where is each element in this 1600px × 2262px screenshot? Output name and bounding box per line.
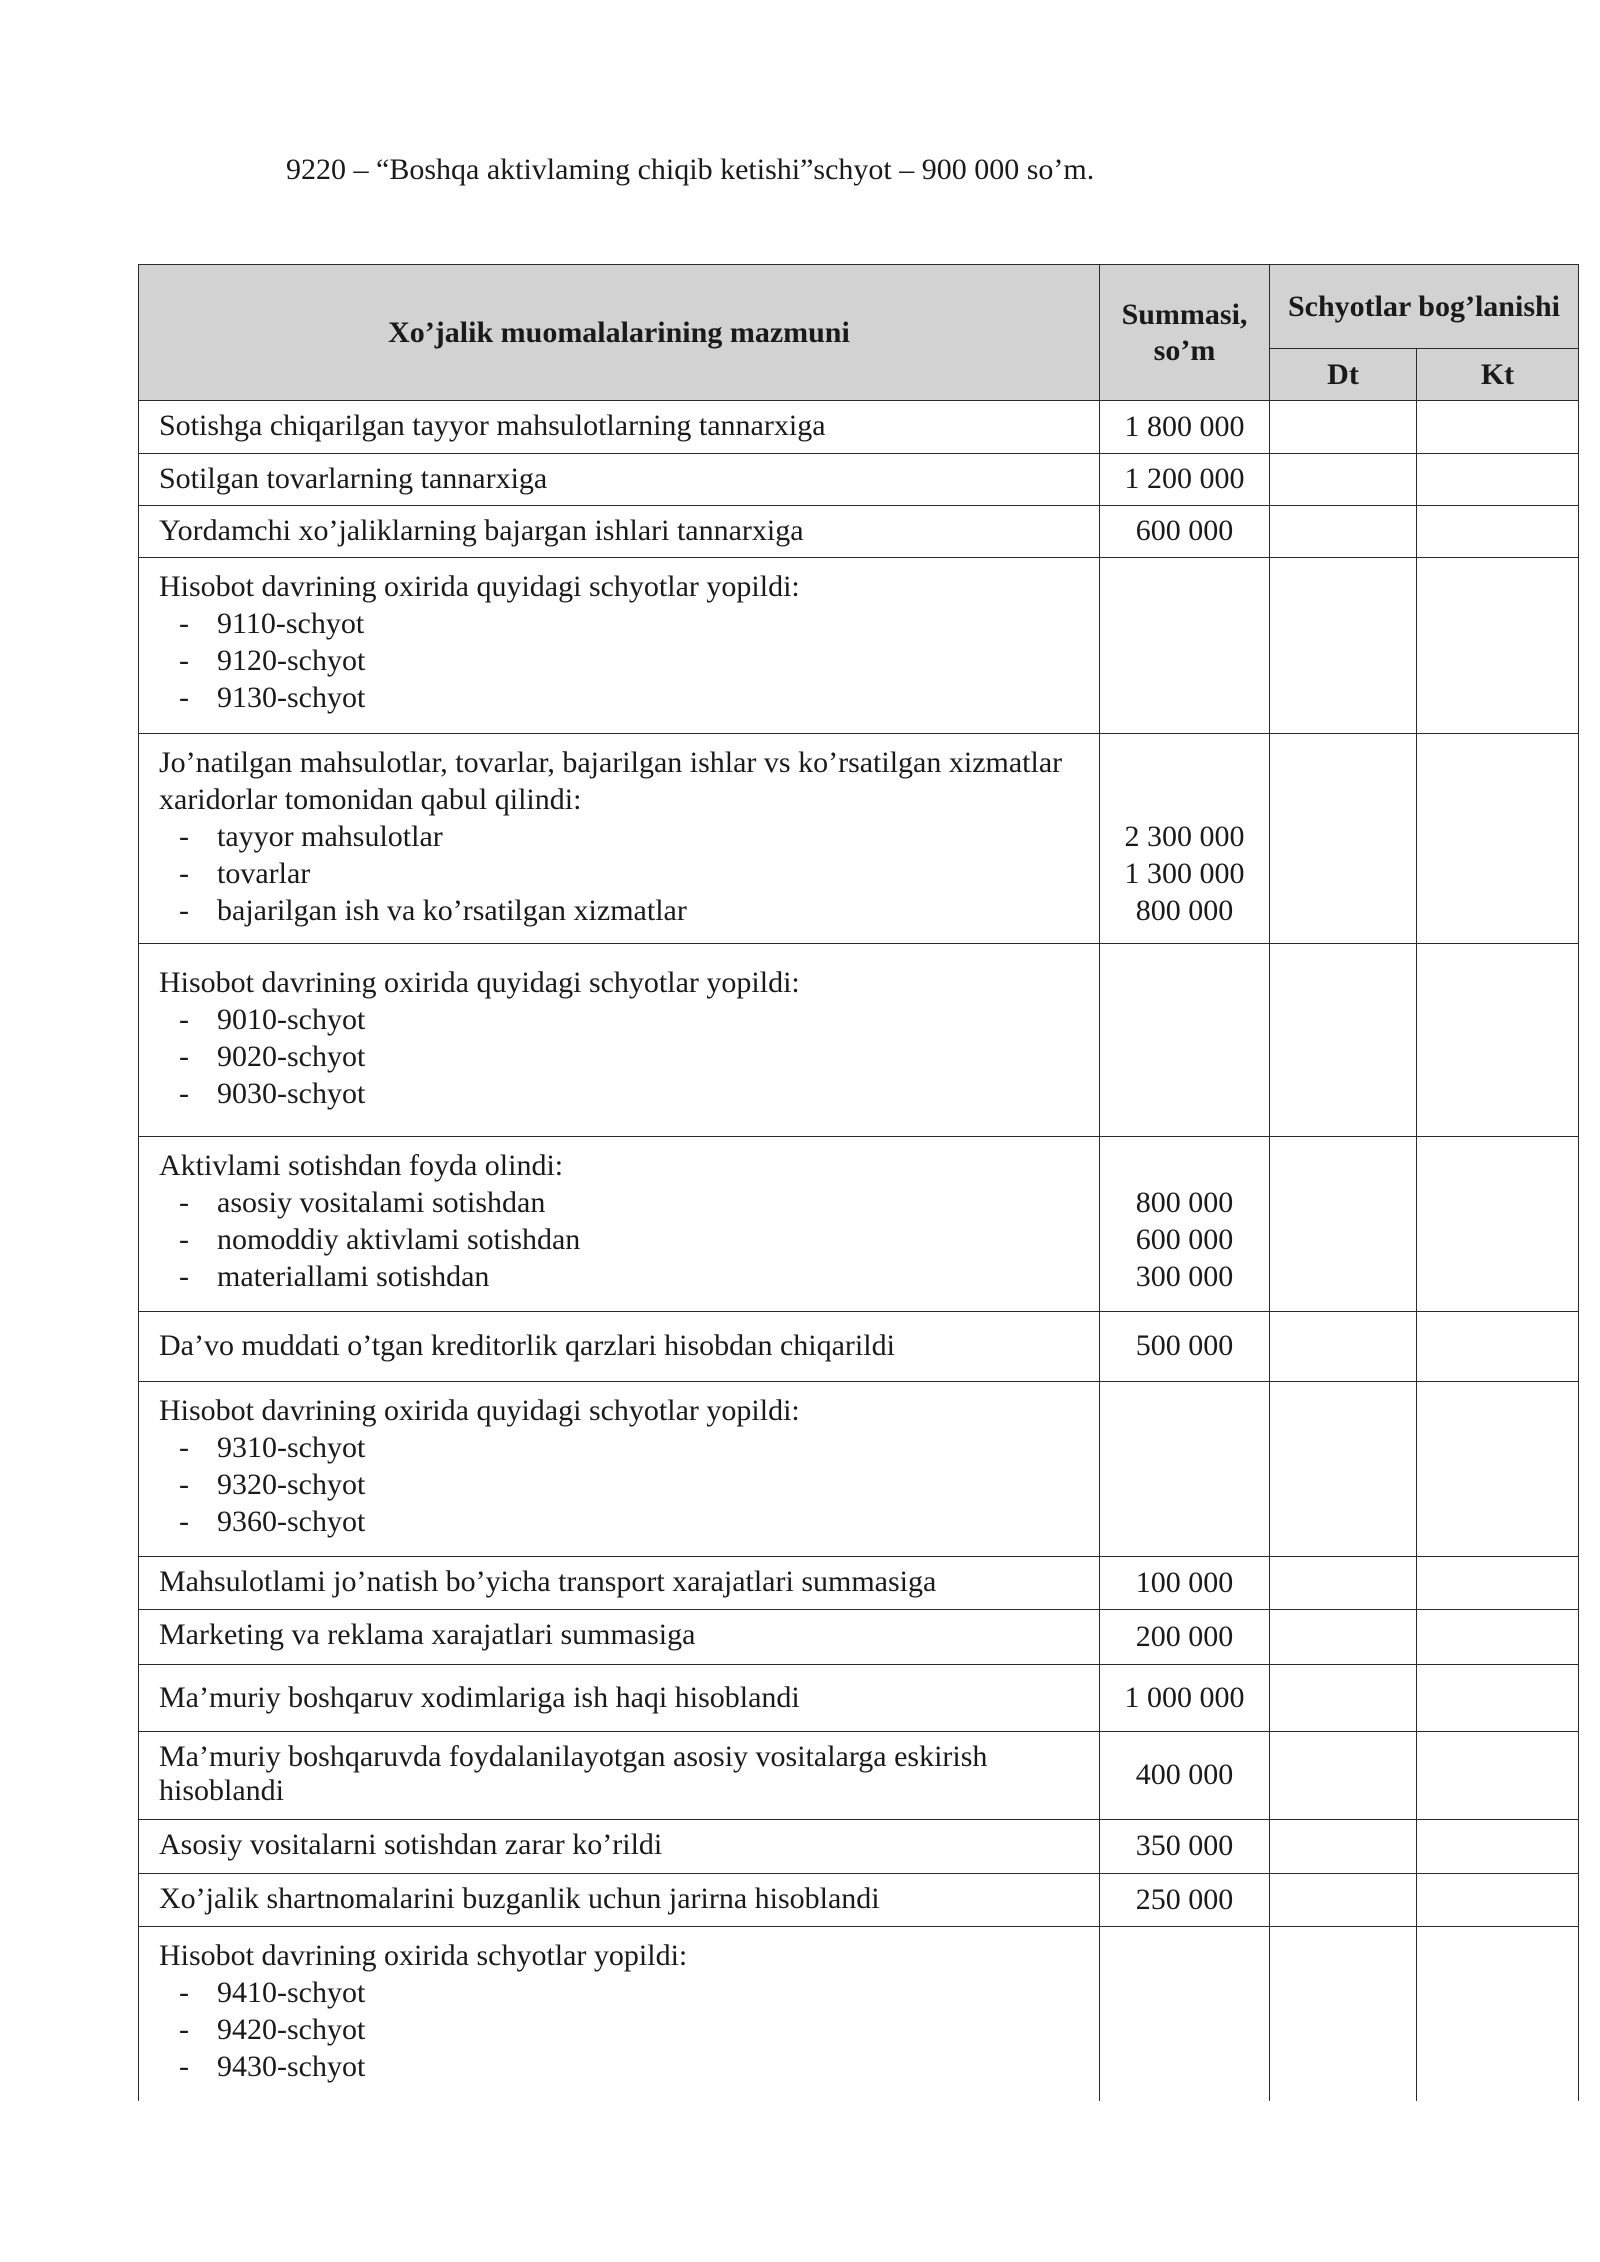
kt-cell — [1417, 734, 1579, 944]
kt-cell — [1417, 1610, 1579, 1665]
table-row — [139, 1312, 1579, 1382]
intro-line: 9220 – “Boshqa aktivlaming chiqib ketishi”schyot – 900 000 so’m. — [286, 153, 1095, 186]
header-amount: Summasi, so’m — [1100, 265, 1270, 401]
row-text-cell — [139, 1137, 1100, 1312]
list-item: - 9430-schyot — [179, 2050, 366, 2083]
row-text: Hisobot davrining oxirida quyidagi schyotlar yopildi: — [159, 570, 800, 603]
table-row — [139, 454, 1579, 506]
table-row — [139, 1665, 1579, 1732]
list-item: - 9310-schyot — [179, 1431, 366, 1464]
row-text: Asosiy vositalarni sotishdan zarar ko’rildi — [139, 1820, 1100, 1874]
row-amount: 800 000 — [1135, 1186, 1234, 1219]
row-amount: 500 000 — [1100, 1312, 1270, 1382]
list-item-label: 9120-schyot — [217, 644, 366, 677]
list-item: - asosiy vositalami sotishdan — [179, 1186, 546, 1219]
row-amount: 350 000 — [1100, 1820, 1270, 1874]
list-item-label: nomoddiy aktivlami sotishdan — [217, 1223, 581, 1256]
dt-cell — [1270, 1382, 1417, 1557]
kt-cell — [1417, 1382, 1579, 1557]
amount-cell — [1100, 1927, 1270, 2101]
dt-cell — [1270, 1137, 1417, 1312]
header-accounts: Schyotlar bog’lanishi — [1270, 265, 1579, 349]
list-item-label: materiallami sotishdan — [217, 1260, 490, 1293]
list-item-label: 9420-schyot — [217, 2013, 366, 2046]
list-item-label: 9410-schyot — [217, 1976, 366, 2009]
list-item: - 9010-schyot — [179, 1003, 366, 1036]
dt-cell — [1270, 1665, 1417, 1732]
list-item: - 9420-schyot — [179, 2013, 366, 2046]
table-row — [139, 734, 1579, 944]
row-text: Aktivlami sotishdan foyda olindi: — [159, 1149, 564, 1182]
row-text: Jo’natilgan mahsulotlar, tovarlar, bajarilgan ishlar vs ko’rsatilgan xizmatlar xaridorlar tomonidan qabul qilindi: — [159, 746, 1063, 816]
list-item: - 9120-schyot — [179, 644, 366, 677]
list-item: - materiallami sotishdan — [179, 1260, 490, 1293]
row-text: Xo’jalik shartnomalarini buzganlik uchun jarirna hisoblandi — [139, 1874, 1100, 1927]
list-item-label: 9110-schyot — [217, 607, 365, 640]
dt-cell — [1270, 506, 1417, 558]
row-amount: 100 000 — [1100, 1557, 1270, 1610]
kt-cell — [1417, 454, 1579, 506]
kt-cell — [1417, 1927, 1579, 2101]
list-item: - bajarilgan ish va ko’rsatilgan xizmatlar — [179, 894, 687, 927]
row-text: Yordamchi xo’jaliklarning bajargan ishlari tannarxiga — [139, 506, 1100, 558]
list-item-label: 9130-schyot — [217, 681, 366, 714]
list-item-label: tovarlar — [217, 857, 311, 890]
dt-cell — [1270, 734, 1417, 944]
table-row — [139, 944, 1579, 1137]
row-text: Mahsulotlami jo’natish bo’yicha transport xarajatlari summasiga — [139, 1557, 1100, 1610]
dt-cell — [1270, 944, 1417, 1137]
dt-cell — [1270, 1312, 1417, 1382]
table-row — [139, 401, 1579, 454]
kt-cell — [1417, 506, 1579, 558]
row-amount: 1 300 000 — [1124, 857, 1245, 890]
row-text: Sotishga chiqarilgan tayyor mahsulotlarning tannarxiga — [139, 401, 1100, 454]
list-item-label: tayyor mahsulotlar — [217, 820, 443, 853]
row-text: Hisobot davrining oxirida schyotlar yopildi: — [159, 1939, 688, 1972]
list-item: - 9110-schyot — [179, 607, 365, 640]
row-text: Sotilgan tovarlarning tannarxiga — [139, 454, 1100, 506]
kt-cell — [1417, 1820, 1579, 1874]
row-amount: 200 000 — [1100, 1610, 1270, 1665]
kt-cell — [1417, 1312, 1579, 1382]
amount-cell — [1100, 1137, 1270, 1312]
list-item-label: asosiy vositalami sotishdan — [217, 1186, 546, 1219]
row-amount: 600 000 — [1100, 506, 1270, 558]
list-item: - 9130-schyot — [179, 681, 366, 714]
table-row — [139, 1382, 1579, 1557]
row-text: Ma’muriy boshqaruvda foydalanilayotgan asosiy vositalarga eskirish hisoblandi — [139, 1732, 1100, 1820]
kt-cell — [1417, 1137, 1579, 1312]
kt-cell — [1417, 1665, 1579, 1732]
kt-cell — [1417, 558, 1579, 734]
dt-cell — [1270, 1927, 1417, 2101]
table-row — [139, 1820, 1579, 1874]
row-text-cell — [139, 558, 1100, 734]
row-text-cell — [139, 1382, 1100, 1557]
row-amount: 2 300 000 — [1124, 820, 1245, 853]
list-item-label: 9310-schyot — [217, 1431, 366, 1464]
row-text-cell — [139, 734, 1100, 944]
list-item: - 9020-schyot — [179, 1040, 366, 1073]
row-text-cell — [139, 1927, 1100, 2101]
dt-cell — [1270, 401, 1417, 454]
list-item-label: 9430-schyot — [217, 2050, 366, 2083]
kt-cell — [1417, 1557, 1579, 1610]
table-row — [139, 1137, 1579, 1312]
row-amount: 1 800 000 — [1100, 401, 1270, 454]
kt-cell — [1417, 1732, 1579, 1820]
list-item: - nomoddiy aktivlami sotishdan — [179, 1223, 581, 1256]
row-text-cell — [139, 944, 1100, 1137]
table-row — [139, 1874, 1579, 1927]
list-item: - 9030-schyot — [179, 1077, 366, 1110]
row-text: Hisobot davrining oxirida quyidagi schyotlar yopildi: — [159, 1394, 800, 1427]
row-amount: 600 000 — [1135, 1223, 1234, 1256]
table-row — [139, 506, 1579, 558]
dt-cell — [1270, 558, 1417, 734]
transactions-table — [138, 264, 1579, 2101]
row-text: Marketing va reklama xarajatlari summasiga — [139, 1610, 1100, 1665]
table-row — [139, 1927, 1579, 2101]
row-text: Da’vo muddati o’tgan kreditorlik qarzlari hisobdan chiqarildi — [139, 1312, 1100, 1382]
dt-cell — [1270, 1557, 1417, 1610]
table-row — [139, 1732, 1579, 1820]
dt-cell — [1270, 1732, 1417, 1820]
list-item-label: 9030-schyot — [217, 1077, 366, 1110]
row-amount: 1 200 000 — [1100, 454, 1270, 506]
row-amount: 800 000 — [1135, 894, 1234, 927]
kt-cell — [1417, 401, 1579, 454]
dt-cell — [1270, 454, 1417, 506]
table-row — [139, 1557, 1579, 1610]
header-content: Xo’jalik muomalalarining mazmuni — [139, 265, 1100, 401]
list-item: - tovarlar — [179, 857, 311, 890]
table-body — [139, 401, 1579, 2101]
list-item-label: bajarilgan ish va ko’rsatilgan xizmatlar — [217, 894, 687, 927]
row-amount: 1 000 000 — [1100, 1665, 1270, 1732]
amount-cell — [1100, 558, 1270, 734]
dt-cell — [1270, 1820, 1417, 1874]
amount-cell — [1100, 944, 1270, 1137]
row-amount: 250 000 — [1100, 1874, 1270, 1927]
list-item: - 9360-schyot — [179, 1505, 366, 1538]
row-text: Hisobot davrining oxirida quyidagi schyotlar yopildi: — [159, 966, 800, 999]
row-amount: 400 000 — [1100, 1732, 1270, 1820]
kt-cell — [1417, 1874, 1579, 1927]
list-item: - 9320-schyot — [179, 1468, 366, 1501]
list-item-label: 9020-schyot — [217, 1040, 366, 1073]
dt-cell — [1270, 1874, 1417, 1927]
kt-cell — [1417, 944, 1579, 1137]
list-item: - 9410-schyot — [179, 1976, 366, 2009]
header-dt: Dt — [1270, 349, 1417, 401]
table-row — [139, 558, 1579, 734]
header-kt: Kt — [1417, 349, 1579, 401]
table-row — [139, 1610, 1579, 1665]
amount-cell — [1100, 734, 1270, 944]
list-item: - tayyor mahsulotlar — [179, 820, 443, 853]
list-item-label: 9320-schyot — [217, 1468, 366, 1501]
list-item-label: 9010-schyot — [217, 1003, 366, 1036]
list-item-label: 9360-schyot — [217, 1505, 366, 1538]
amount-cell — [1100, 1382, 1270, 1557]
row-amount: 300 000 — [1135, 1260, 1234, 1293]
row-text: Ma’muriy boshqaruv xodimlariga ish haqi hisoblandi — [139, 1665, 1100, 1732]
table-header — [139, 265, 1579, 401]
dt-cell — [1270, 1610, 1417, 1665]
